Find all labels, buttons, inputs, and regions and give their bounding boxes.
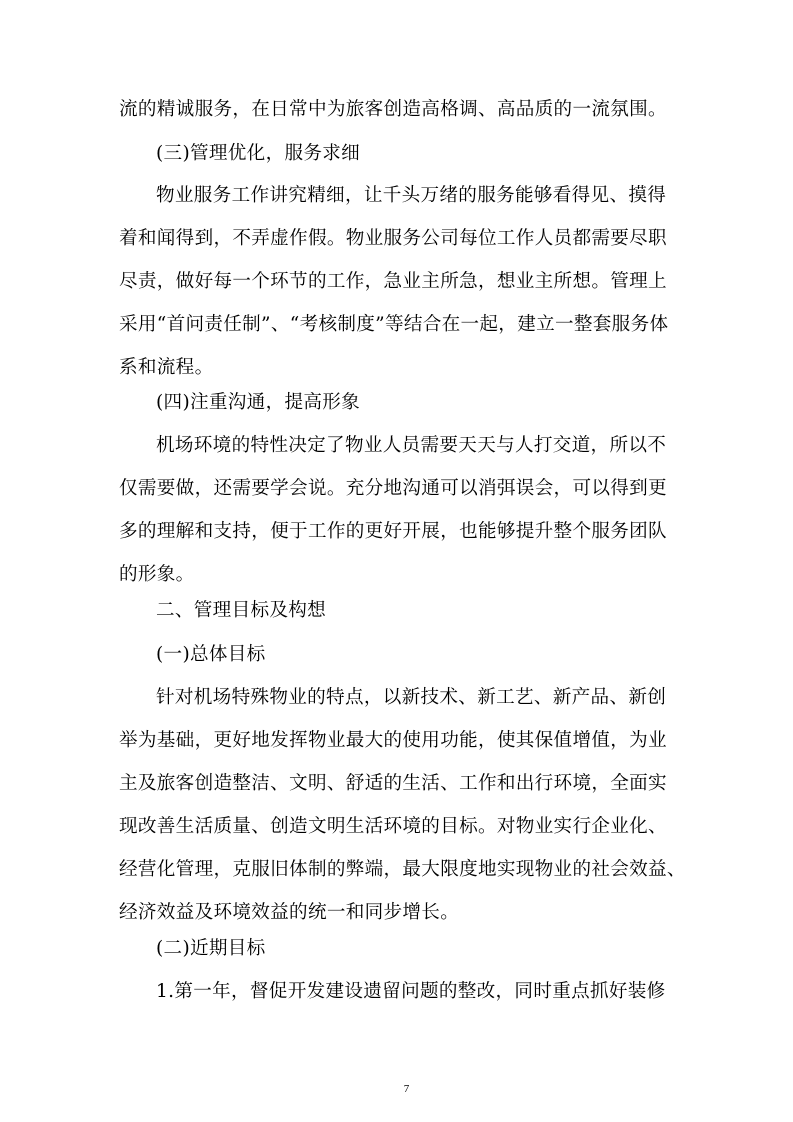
- section-heading-communication: (四)注重沟通，提高形象: [156, 392, 361, 413]
- chapter-heading-goals: 二、管理目标及构想: [156, 600, 327, 621]
- paragraph-line: 举为基础，更好地发挥物业最大的使用功能，使其保值增值，为业: [119, 730, 667, 751]
- paragraph-line: 经营化管理，克服旧体制的弊端，最大限度地实现物业的社会效益、: [119, 859, 686, 880]
- paragraph-line: 的形象。: [119, 564, 195, 585]
- paragraph-line: 机场环境的特性决定了物业人员需要天天与人打交道，所以不: [156, 435, 667, 456]
- paragraph-line: 针对机场特殊物业的特点，以新技术、新工艺、新产品、新创: [156, 687, 667, 708]
- paragraph-continuation-line: 流的精诚服务，在日常中为旅客创造高格调、高品质的一流氛围。: [119, 99, 667, 120]
- paragraph-line: 仅需要做，还需要学会说。充分地沟通可以消弭误会，可以得到更: [119, 478, 667, 499]
- paragraph-line: 现改善生活质量、创造文明生活环境的目标。对物业实行企业化、: [119, 816, 667, 837]
- paragraph-line: 采用“首问责任制”、“考核制度”等结合在一起，建立一整套服务体: [119, 314, 669, 335]
- page-number: 7: [403, 1083, 410, 1095]
- list-item-first-year: 1.第一年，督促开发建设遗留问题的整改，同时重点抓好装修: [156, 981, 666, 1002]
- paragraph-line: 多的理解和支持，便于工作的更好开展，也能够提升整个服务团队: [119, 521, 667, 542]
- section-heading-overall-goal: (一)总体目标: [156, 644, 266, 665]
- section-heading-management-optimization: (三)管理优化，服务求细: [156, 143, 361, 164]
- paragraph-line: 主及旅客创造整洁、文明、舒适的生活、工作和出行环境，全面实: [119, 773, 667, 794]
- paragraph-line: 经济效益及环境效益的统一和同步增长。: [119, 902, 460, 923]
- paragraph-line: 尽责，做好每一个环节的工作，急业主所急，想业主所想。管理上: [119, 271, 667, 292]
- paragraph-line: 着和闻得到，不弄虚作假。物业服务公司每位工作人员都需要尽职: [119, 228, 667, 249]
- paragraph-line: 系和流程。: [119, 357, 214, 378]
- paragraph-line: 物业服务工作讲究精细，让千头万绪的服务能够看得见、摸得: [156, 185, 667, 206]
- section-heading-short-term-goal: (二)近期目标: [156, 938, 266, 959]
